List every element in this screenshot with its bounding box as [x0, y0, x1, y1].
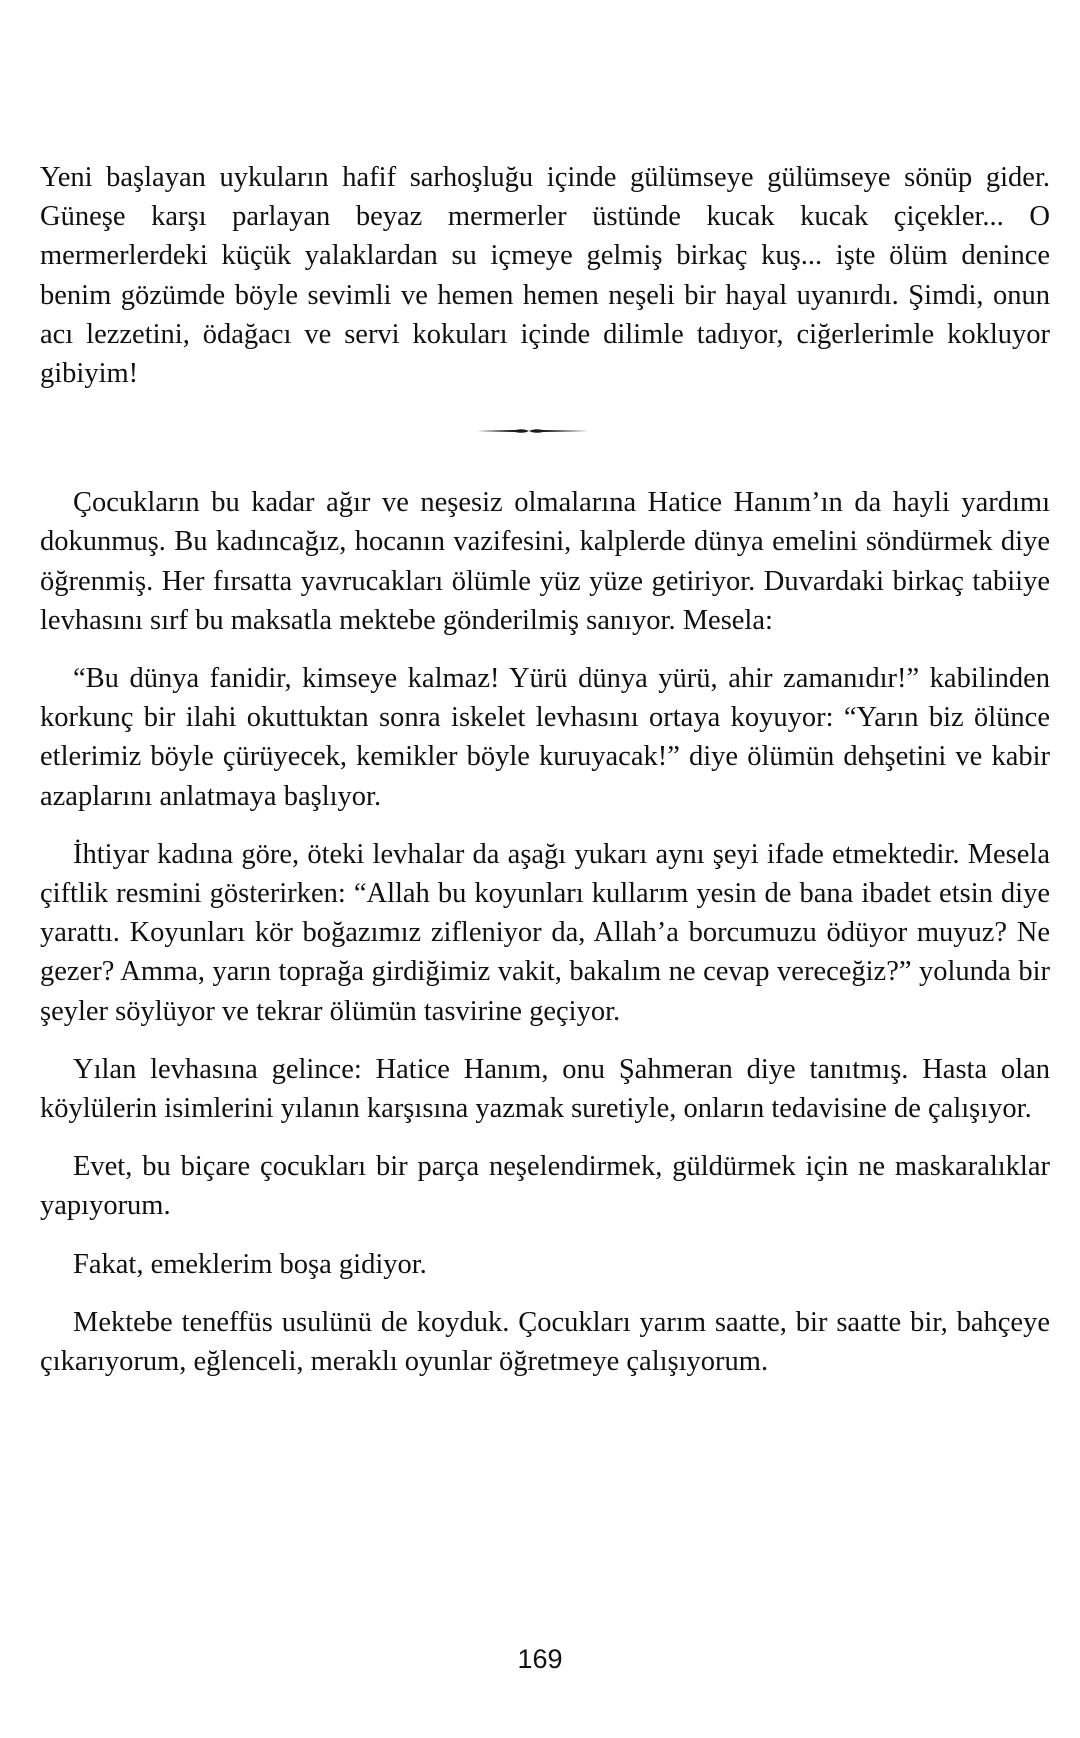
paragraph-1: Yeni başlayan uykuların hafif sarhoşluğu içinde gülümseye gülümseye sönüp gider. Güneşe karşı parlayan beyaz mermerler üstünde kucak kucak çiçekler... O mermerlerdeki küçük yalaklardan su içmeye gelmiş birkaç kuş... işte ölüm denince benim gözümde böyle sevimli ve hemen hemen neşeli bir hayal uyanırdı. Şimdi, onun acı lezzetini, ödağacı ve servi kokuları içinde dilimle tadıyor, ciğerlerimle kokluyor gibiyim!	[40, 162, 1050, 390]
section-divider	[40, 413, 1050, 455]
paragraph-3: “Bu dünya fanidir, kimseye kalmaz! Yürü dünya yürü, ahir zamanıdır!” kabilinden korkunç bir ilahi okuttuktan sonra iskelet levhasını ortaya koyuyor: “Yarın biz ölünce etlerimiz böyle çürüyecek, kemikler böyle kuruyacak!” diye ölümün dehşetini ve kabir azaplarını anlatmaya başlıyor.	[40, 663, 1050, 812]
paragraph-5: Yılan levhasına gelince: Hatice Hanım, onu Şahmeran diye tanıtmış. Hasta olan köylülerin isimlerini yılanın karşısına yazmak suretiyle, onların tedavisine de çalışıyor.	[40, 1053, 1050, 1125]
paragraph-2: Çocukların bu kadar ağır ve neşesiz olmalarına Hatice Hanım’ın da hayli yardımı dokunmuş. Bu kadıncağız, hocanın vazifesini, kalplerde dünya emelini söndürmek diye öğrenmiş. Her fırsatta yavrucakları ölümle yüz yüze getiriyor. Duvardaki birkaç tabiiye levhasını sırf bu maksatla mektebe gönderilmiş sanıyor. Mesela:	[40, 487, 1050, 636]
paragraph-8: Mektebe teneffüs usulünü de koyduk. Çocukları yarım saatte, bir saatte bir, bahçeye çıkarıyorum, eğlenceli, meraklı oyunlar öğretmeye çalışıyorum.	[40, 1306, 1050, 1378]
page-body	[40, 158, 1050, 1381]
paragraph-7: Fakat, emeklerim boşa gidiyor.	[73, 1248, 427, 1280]
page-number: 169	[517, 1644, 563, 1674]
paragraph-6: Evet, bu biçare çocukları bir parça neşelendirmek, güldürmek için ne maskaralıklar yapıyorum.	[40, 1151, 1050, 1222]
paragraph-4: İhtiyar kadına göre, öteki levhalar da aşağı yukarı aynı şeyi ifade etmektedir. Mesela çiftlik resmini gösterirken: “Allah bu koyunları kullarım yesin de bana ibadet etsin diye yarattı. Koyunları kör boğazımız zifleniyor da, Allah’a borcumuzu ödüyor muyuz? Ne gezer? Amma, yarın toprağa girdiğimiz vakit, bakalım ne cevap vereceğiz?” yolunda bir şeyler söylüyor ve tekrar ölümün tasvirine geçiyor.	[40, 838, 1050, 1027]
ornamental-rule-icon	[477, 425, 589, 437]
